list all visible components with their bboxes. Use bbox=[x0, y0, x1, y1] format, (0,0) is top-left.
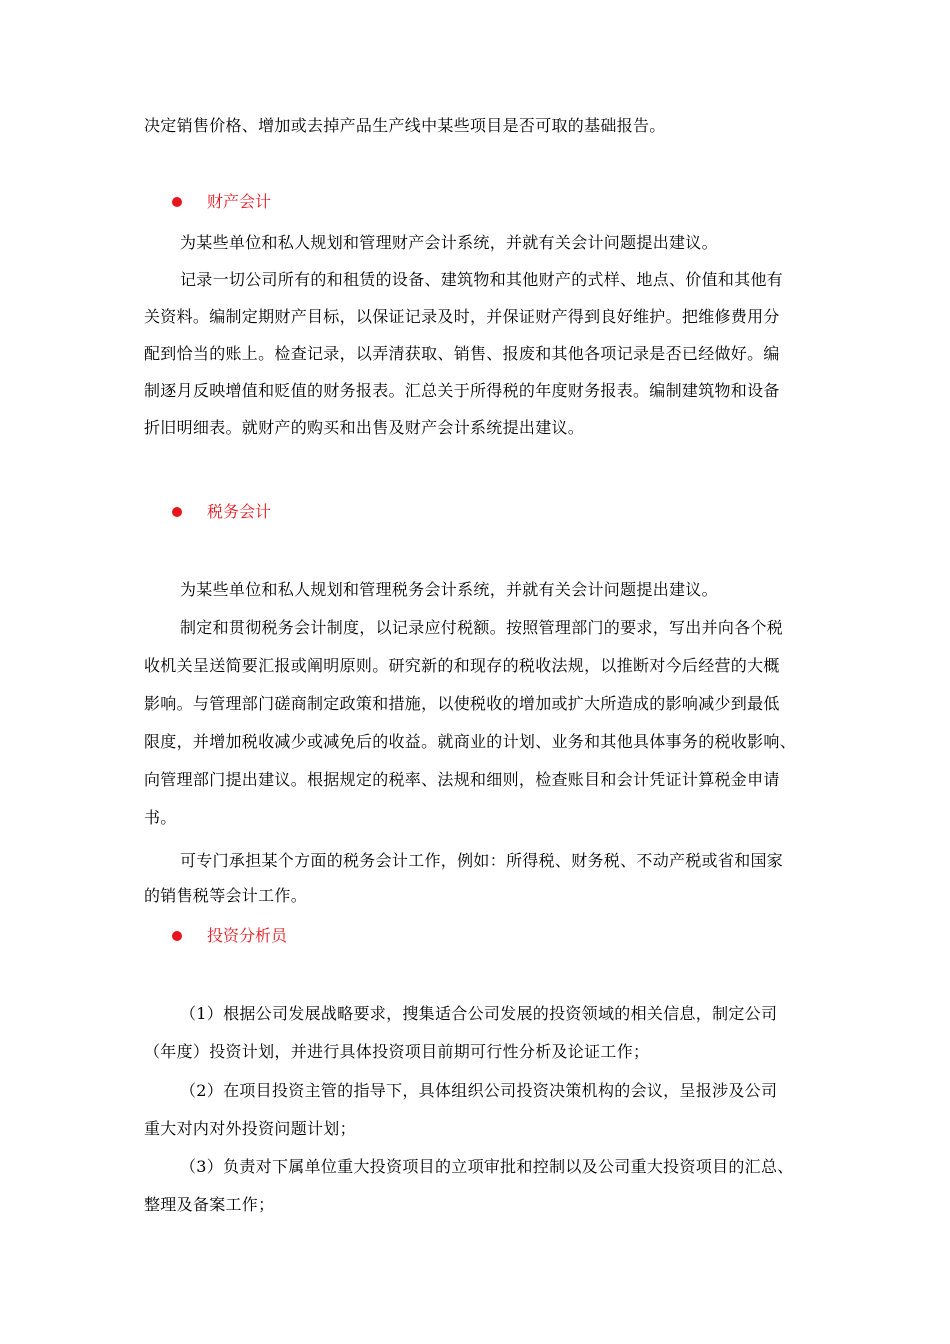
bullet-icon bbox=[172, 931, 182, 941]
investment-item3-line-1: （3）负责对下属单位重大投资项目的立项审批和控制以及公司重大投资项目的汇总、 bbox=[180, 1157, 794, 1176]
property-p2-line-3: 配到恰当的账上。检查记录，以弄清获取、销售、报废和其他各项记录是否已经做好。编 bbox=[144, 344, 780, 363]
heading-investment-analyst bbox=[172, 926, 287, 946]
tax-p2-line-1: 制定和贯彻税务会计制度，以记录应付税额。按照管理部门的要求，写出并向各个税 bbox=[180, 618, 784, 637]
heading-tax-accounting bbox=[172, 502, 271, 522]
tax-p2-line-3: 影响。与管理部门磋商制定政策和措施，以使税收的增加或扩大所造成的影响减少到最低 bbox=[144, 694, 780, 713]
tax-p2-line-4: 限度，并增加税收减少或减免后的收益。就商业的计划、业务和其他具体事务的税收影响、 bbox=[144, 732, 797, 751]
tax-p3-line-2: 的销售税等会计工作。 bbox=[144, 886, 308, 905]
property-p2-line-2: 关资料。编制定期财产目标，以保证记录及时，并保证财产得到良好维护。把维修费用分 bbox=[144, 307, 780, 326]
tax-p2-line-2: 收机关呈送简要汇报或阐明原则。研究新的和现存的税收法规，以推断对今后经营的大概 bbox=[144, 656, 780, 675]
investment-item2-line-2: 重大对内对外投资问题计划； bbox=[144, 1119, 356, 1138]
tax-p2-line-6: 书。 bbox=[144, 808, 177, 827]
investment-item1-line-2: （年度）投资计划，并进行具体投资项目前期可行性分析及论证工作； bbox=[144, 1042, 650, 1061]
intro-line-1: 决定销售价格、增加或去掉产品生产线中某些项目是否可取的基础报告。 bbox=[144, 116, 666, 135]
heading-property-accounting bbox=[172, 192, 271, 212]
heading-tax-accounting-text: 税务会计 bbox=[207, 502, 272, 521]
bullet-icon bbox=[172, 197, 182, 207]
property-p1-line-1: 为某些单位和私人规划和管理财产会计系统，并就有关会计问题提出建议。 bbox=[180, 233, 718, 252]
bullet-icon bbox=[172, 507, 182, 517]
tax-p2-line-5: 向管理部门提出建议。根据规定的税率、法规和细则，检查账目和会计凭证计算税金申请 bbox=[144, 770, 780, 789]
property-p2-line-1: 记录一切公司所有的和租赁的设备、建筑物和其他财产的式样、地点、价值和其他有 bbox=[180, 270, 784, 289]
heading-property-accounting-text: 财产会计 bbox=[207, 192, 272, 211]
investment-item1-line-1: （1）根据公司发展战略要求，搜集适合公司发展的投资领域的相关信息，制定公司 bbox=[180, 1004, 778, 1023]
heading-investment-analyst-text: 投资分析员 bbox=[207, 926, 288, 945]
property-p2-line-4: 制逐月反映增值和贬值的财务报表。汇总关于所得税的年度财务报表。编制建筑物和设备 bbox=[144, 381, 780, 400]
investment-item3-line-2: 整理及备案工作； bbox=[144, 1195, 275, 1214]
tax-p1-line-1: 为某些单位和私人规划和管理税务会计系统，并就有关会计问题提出建议。 bbox=[180, 580, 718, 599]
tax-p3-line-1: 可专门承担某个方面的税务会计工作，例如：所得税、财务税、不动产税或省和国家 bbox=[180, 851, 784, 870]
investment-item2-line-1: （2）在项目投资主管的指导下，具体组织公司投资决策机构的会议，呈报涉及公司 bbox=[180, 1081, 778, 1100]
property-p2-line-5: 折旧明细表。就财产的购买和出售及财产会计系统提出建议。 bbox=[144, 418, 585, 437]
